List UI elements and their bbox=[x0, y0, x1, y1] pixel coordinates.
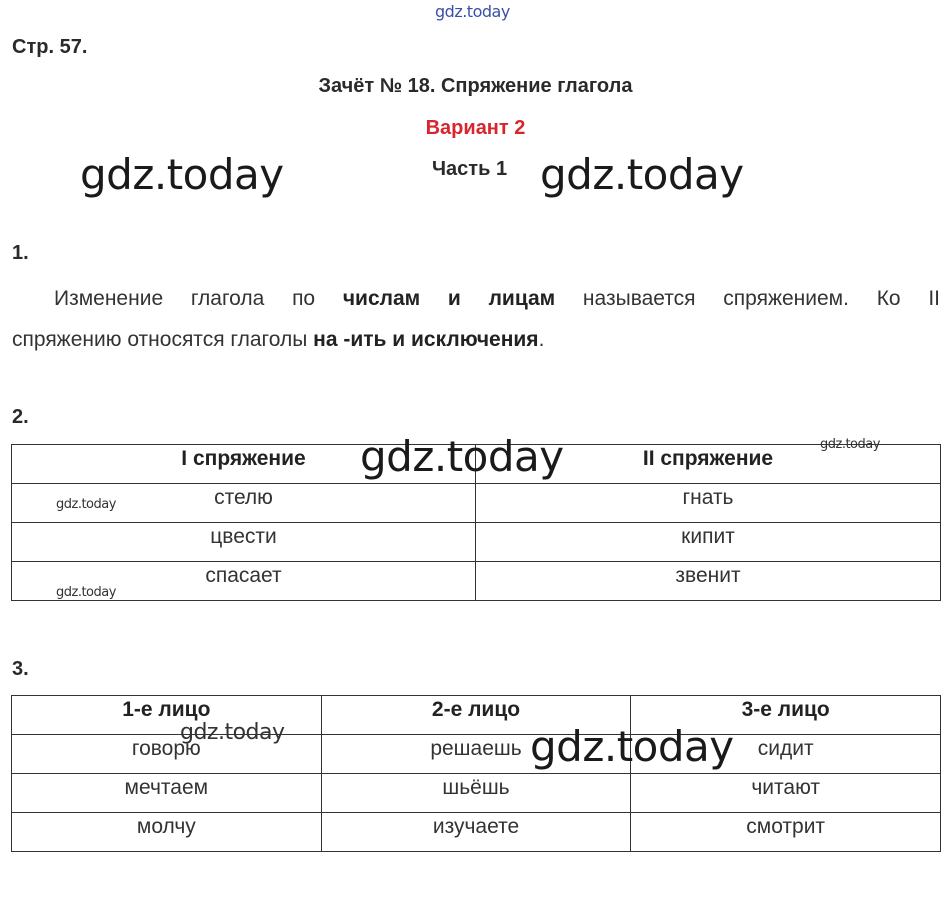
table-row bbox=[12, 523, 941, 562]
table-cell: шьёшь bbox=[321, 774, 631, 813]
table-cell: смотрит bbox=[631, 813, 941, 852]
header-person-1: 1-е лицо bbox=[12, 696, 322, 735]
table-cell: цвести bbox=[12, 523, 476, 562]
table-cell: говорю bbox=[12, 735, 322, 774]
table-cell: стелю bbox=[12, 484, 476, 523]
header-person-2: 2-е лицо bbox=[321, 696, 631, 735]
table-cell: кипит bbox=[476, 523, 941, 562]
table-cell: гнать bbox=[476, 484, 941, 523]
table-header-row bbox=[12, 696, 941, 735]
table-cell: читают bbox=[631, 774, 941, 813]
watermark-small: gdz.today bbox=[56, 585, 116, 600]
watermark-top: gdz.today bbox=[435, 2, 510, 21]
table-cell: спасает bbox=[12, 562, 476, 601]
variant-label: Вариант 2 bbox=[425, 117, 526, 139]
page-reference: Стр. 57. bbox=[12, 36, 88, 58]
table-row bbox=[12, 774, 941, 813]
watermark-table-3: gdz.today bbox=[530, 722, 734, 771]
table-cell: изучаете bbox=[321, 813, 631, 852]
table-cell: молчу bbox=[12, 813, 322, 852]
watermark-table-2: gdz.today bbox=[360, 432, 564, 481]
table-row bbox=[12, 813, 941, 852]
watermark-left: gdz.today bbox=[80, 150, 284, 199]
header-person-3: 3-е лицо bbox=[631, 696, 941, 735]
table-row bbox=[12, 484, 941, 523]
table-row bbox=[12, 562, 941, 601]
question-1-number: 1. bbox=[12, 242, 29, 264]
table-cell: решаешь bbox=[321, 735, 631, 774]
person-table bbox=[11, 695, 941, 852]
page-title: Зачёт № 18. Спряжение глагола bbox=[318, 75, 633, 97]
header-conjugation-1: I спряжение bbox=[12, 445, 476, 484]
part-label: Часть 1 bbox=[432, 158, 508, 180]
question-2-number: 2. bbox=[12, 406, 29, 428]
question-3-number: 3. bbox=[12, 658, 29, 680]
watermark-mid: gdz.today bbox=[180, 720, 285, 745]
header-conjugation-2: II спряжение bbox=[476, 445, 941, 484]
watermark-small: gdz.today bbox=[820, 437, 880, 452]
watermark-right: gdz.today bbox=[540, 150, 744, 199]
table-row bbox=[12, 735, 941, 774]
watermark-small: gdz.today bbox=[56, 497, 116, 512]
table-cell: мечтаем bbox=[12, 774, 322, 813]
table-cell: сидит bbox=[631, 735, 941, 774]
table-cell: звенит bbox=[476, 562, 941, 601]
question-1-text: Изменение глагола по числам и лицам называется спряжением. Ко II спряжению относятся глаголы на -ить и исключения. bbox=[12, 287, 941, 351]
